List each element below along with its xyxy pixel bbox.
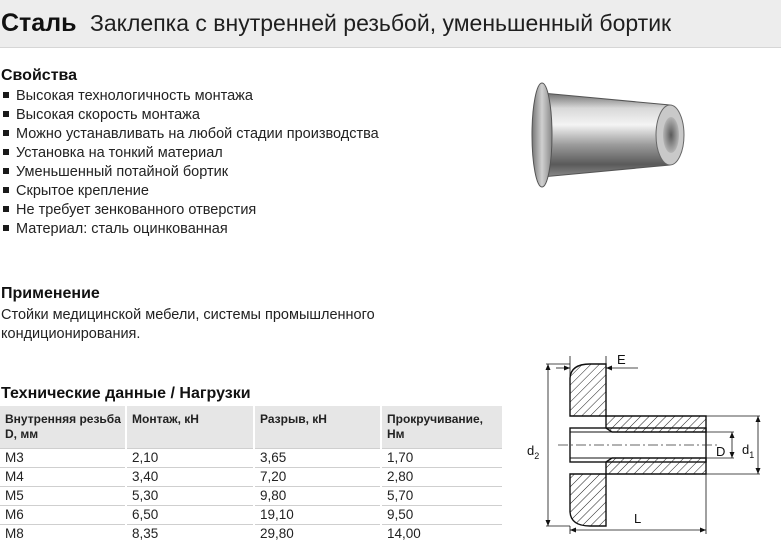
table-cell: 9,80 [254,487,381,506]
column-header: Разрыв, кН [254,406,381,449]
table-row [0,468,503,487]
table-cell: M4 [0,468,126,487]
table-cell: 6,50 [126,506,254,525]
feature-item: Высокая технологичность монтажа [0,87,379,106]
product-title: Заклепка с внутренней резьбой, уменьшенный бортик [90,10,672,36]
feature-item: Установка на тонкий материал [0,144,379,163]
table-cell: 1,70 [381,449,503,468]
feature-item: Уменьшенный потайной бортик [0,163,379,182]
application-heading: Применение [1,285,100,302]
feature-item: Материал: сталь оцинкованная [0,220,379,239]
rivet-nut-photo [520,65,700,205]
dim-label-e: E [617,352,626,367]
table-cell: 14,00 [381,525,503,544]
table-row [0,506,503,525]
bullet-icon [3,206,9,212]
table-header-row [0,406,503,449]
table-cell: 19,10 [254,506,381,525]
title-bar [0,0,781,48]
table-cell: 3,40 [126,468,254,487]
table-cell: 9,50 [381,506,503,525]
features-heading: Свойства [1,67,78,84]
feature-item: Высокая скорость монтажа [0,106,379,125]
specs-heading: Технические данные / Нагрузки [1,385,251,402]
column-header: Монтаж, кН [126,406,254,449]
table-cell: 7,20 [254,468,381,487]
feature-item: Не требует зенкованного отверстия [0,201,379,220]
flange-section [570,364,606,416]
table-cell: M5 [0,487,126,506]
feature-item: Скрытое крепление [0,182,379,201]
dimension-drawing [520,350,781,545]
body-wall [606,416,706,432]
material-title: Сталь [1,9,77,37]
dim-label-d: D [716,444,726,459]
table-cell: 2,10 [126,449,254,468]
table-cell: 3,65 [254,449,381,468]
bullet-icon [3,168,9,174]
bullet-icon [3,187,9,193]
table-cell: M3 [0,449,126,468]
flange-section [570,474,606,526]
body-wall [606,458,706,474]
dim-label-d1: $d_1$ [742,442,755,460]
features-list [0,87,379,239]
specs-table [0,406,504,543]
table-cell: 5,70 [381,487,503,506]
table-row [0,525,503,544]
feature-item: Можно устанавливать на любой стадии производства [0,125,379,144]
dim-label-d2: $d_2$ [527,443,540,461]
bullet-icon [3,225,9,231]
bullet-icon [3,130,9,136]
application-text: Стойки медицинской мебели, системы промышленного кондиционирования. [1,307,375,342]
table-cell: 2,80 [381,468,503,487]
column-header: Внутренняя резьба D, мм [0,406,126,449]
bullet-icon [3,111,9,117]
table-cell: 8,35 [126,525,254,544]
table-cell: 29,80 [254,525,381,544]
table-cell: M8 [0,525,126,544]
dim-label-l: L [634,511,642,526]
table-row [0,449,503,468]
table-row [0,487,503,506]
bullet-icon [3,92,9,98]
table-cell: M6 [0,506,126,525]
bullet-icon [3,149,9,155]
table-cell: 5,30 [126,487,254,506]
column-header: Прокручивание, Нм [381,406,503,449]
